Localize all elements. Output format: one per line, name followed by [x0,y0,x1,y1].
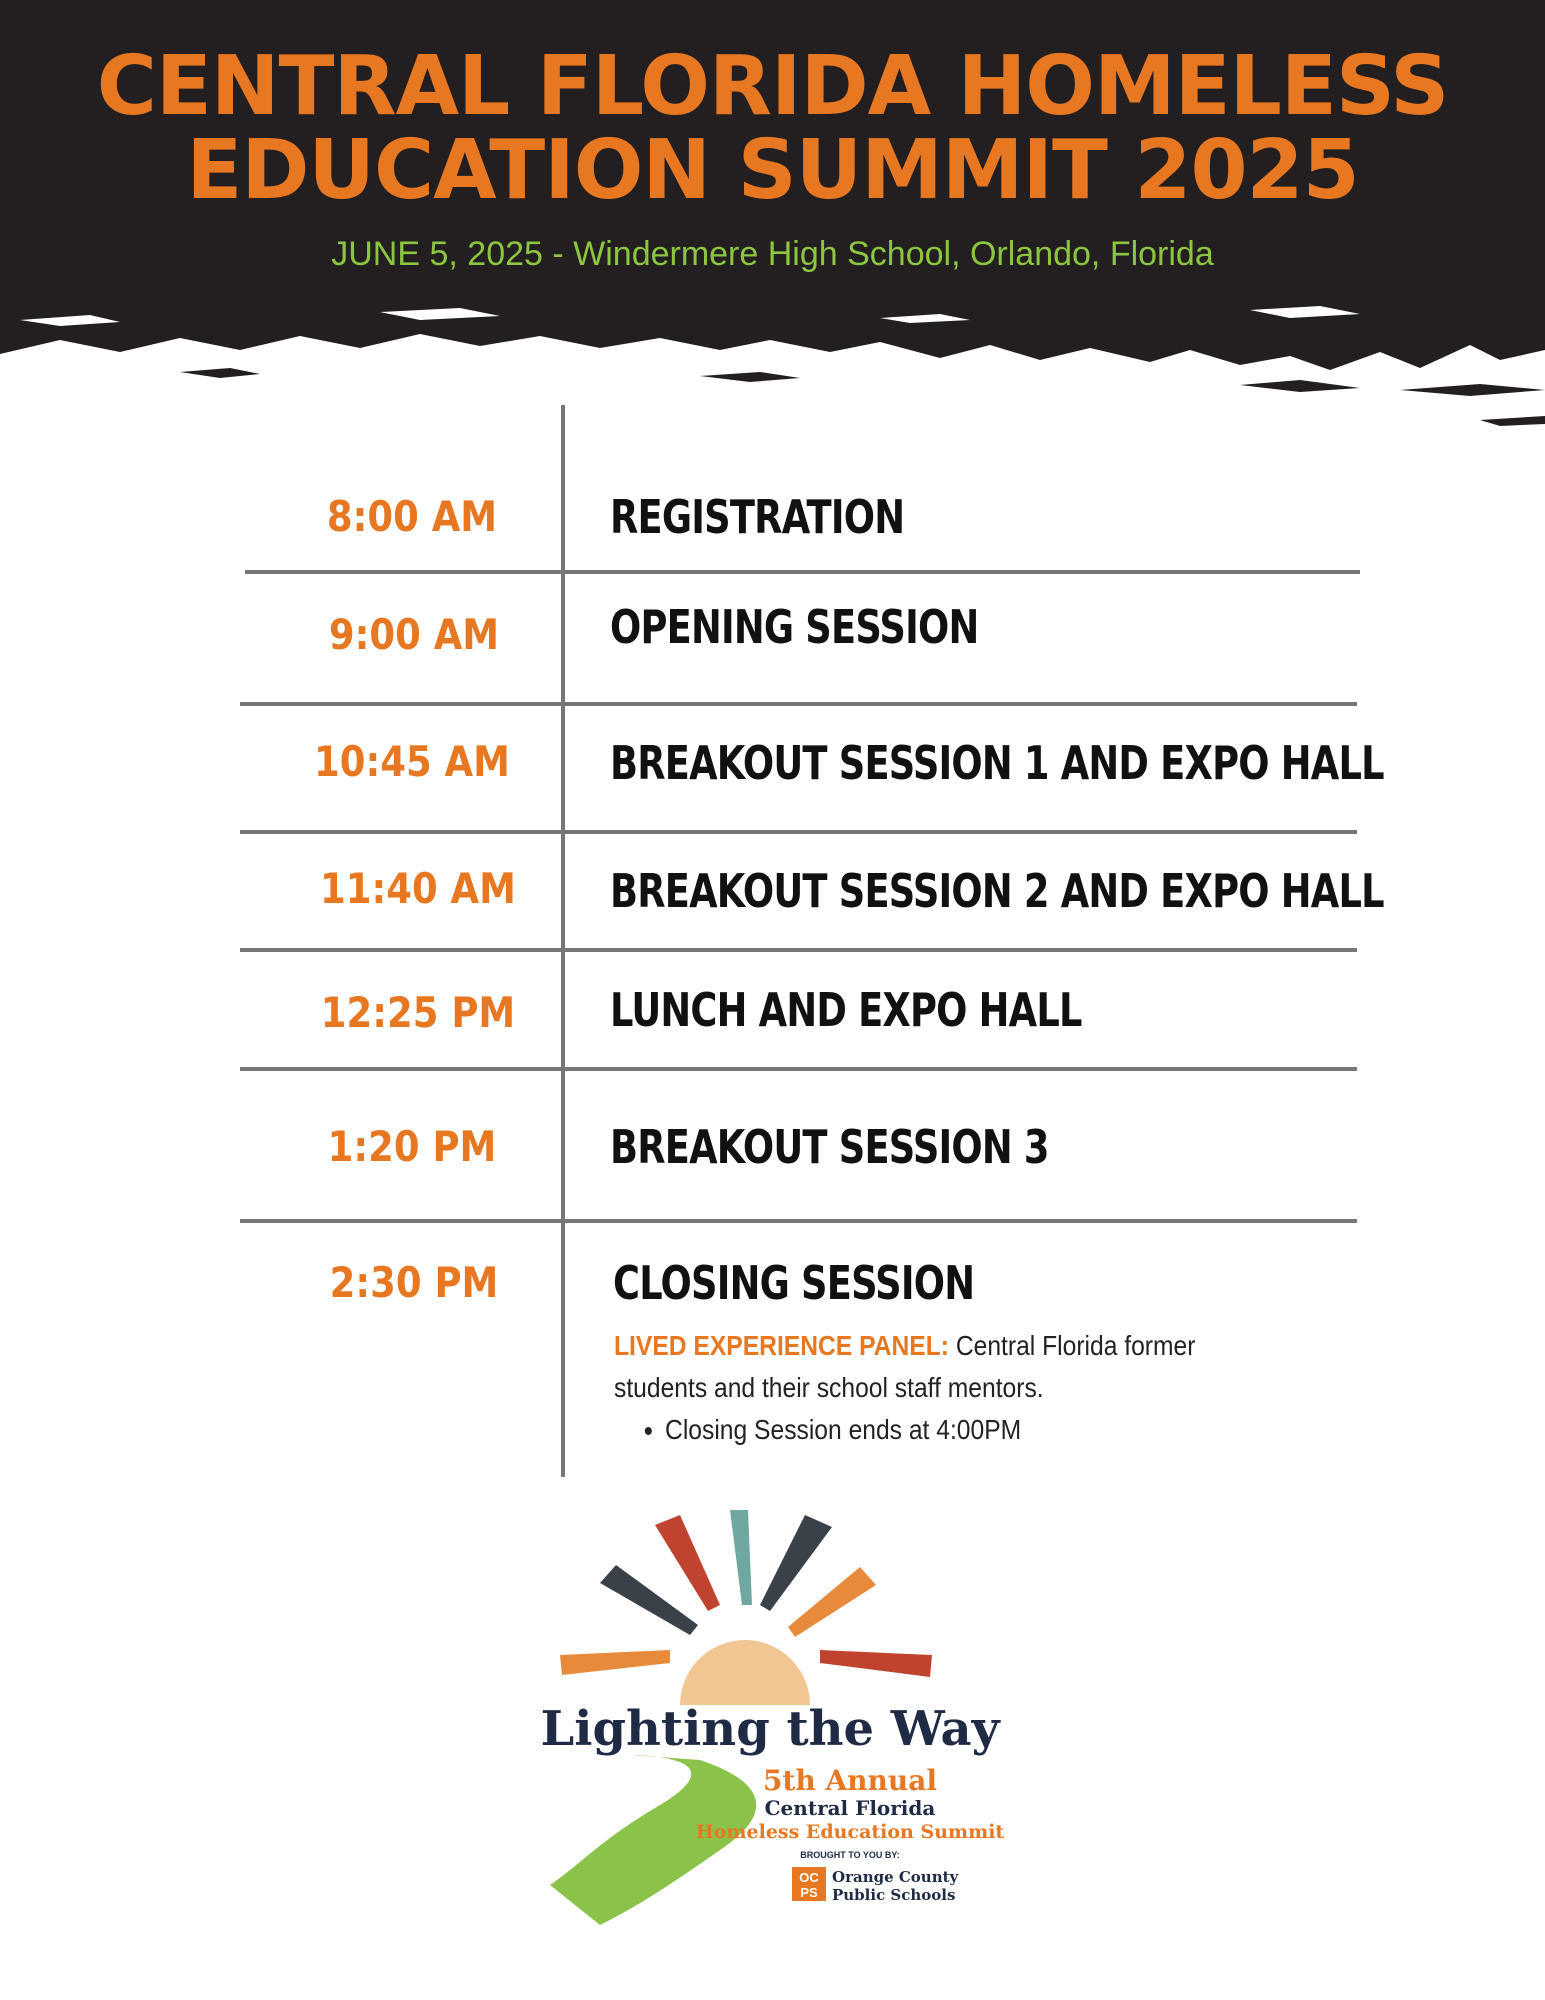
logo-title: Lighting the Way [540,1701,1000,1757]
logo-summit: Homeless Education Summit [695,1821,1005,1843]
schedule-event: BREAKOUT SESSION 3 [610,1120,1049,1174]
org-name-line-2: Public Schools [832,1886,956,1904]
row-divider [240,1219,1357,1223]
schedule-time: 2:30 PM [329,1258,499,1307]
sun-ray [730,1510,752,1605]
sun-ray [760,1515,832,1611]
schedule-event: BREAKOUT SESSION 1 AND EXPO HALL [610,736,1384,790]
logo-region: Central Florida [764,1796,936,1820]
row-divider [240,1067,1357,1071]
panel-text: Central Florida former students and their school staff mentors. [614,1330,1196,1403]
row-divider [240,830,1357,834]
panel-label: LIVED EXPERIENCE PANEL: [614,1330,949,1361]
schedule-time: 1:20 PM [327,1122,497,1171]
panel-description [614,1325,1274,1409]
ocps-badge-top: OC [799,1870,819,1885]
schedule-time: 10:45 AM [314,737,510,786]
row-divider [240,948,1357,952]
schedule-vertical-divider [561,405,565,1477]
logo-brought-by: BROUGHT TO YOU BY: [800,1850,900,1860]
closing-bullet: • Closing Session ends at 4:00PM [665,1409,1274,1451]
org-name-line-1: Orange County [832,1868,959,1886]
row-divider [245,570,1360,574]
schedule-event: OPENING SESSION [610,600,979,654]
ocps-badge-bottom: PS [800,1885,818,1900]
title-line-1: CENTRAL FLORIDA HOMELESS [96,39,1449,134]
schedule-event: BREAKOUT SESSION 2 AND EXPO HALL [610,864,1384,918]
schedule-event: REGISTRATION [610,490,905,544]
summit-logo [520,1505,1020,1945]
sun [680,1640,810,1705]
schedule-time: 8:00 AM [326,492,498,541]
row-divider [240,702,1357,706]
schedule-event: LUNCH AND EXPO HALL [610,983,1082,1037]
schedule-time: 12:25 PM [320,988,516,1037]
logo-annual: 5th Annual [762,1764,938,1797]
closing-session-details [614,1325,1274,1451]
title-line-2: EDUCATION SUMMIT 2025 [186,123,1359,218]
closing-bullet-list [614,1409,1274,1451]
sun-ray [820,1650,932,1677]
schedule-event: CLOSING SESSION [613,1256,975,1310]
sun-ray [600,1565,698,1635]
sun-ray [560,1650,670,1675]
schedule-time: 11:40 AM [320,864,516,913]
sun-ray [788,1567,876,1637]
event-date-location: JUNE 5, 2025 - Windermere High School, Orlando, Florida [331,235,1214,273]
sun-ray [655,1515,720,1611]
schedule-time: 9:00 AM [328,610,500,659]
